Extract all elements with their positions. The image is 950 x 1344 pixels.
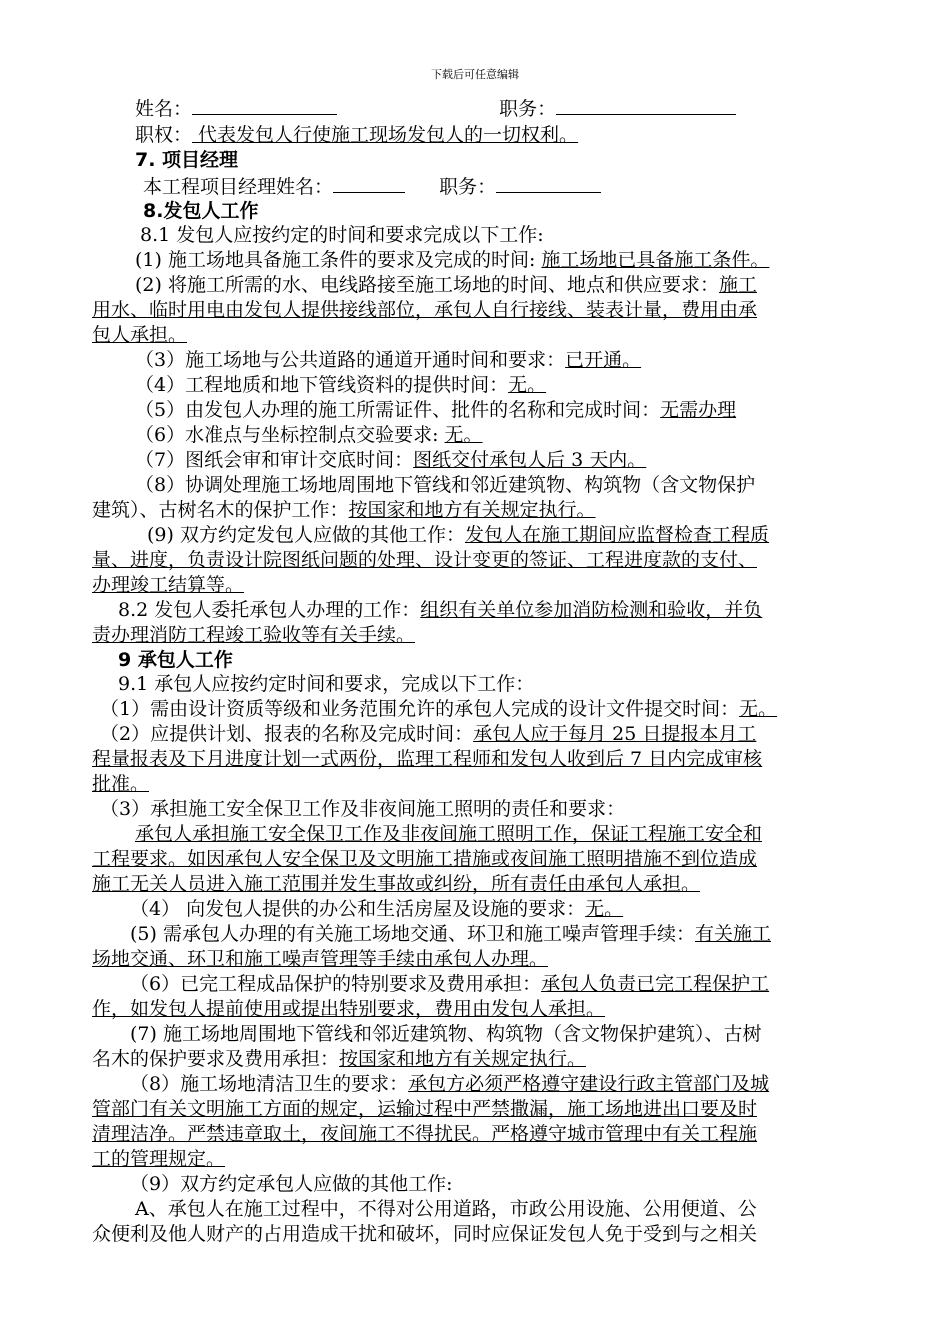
item-9-1-3-body-2: 工程要求。如因承包人安全保卫及文明施工措施或夜间施工照明措施不到位造成 [92, 848, 758, 870]
item-9-1-7: (7) 施工场地周围地下管线和邻近建筑物、构筑物（含文物保护建筑）、古树 [130, 1023, 762, 1045]
item-8-1-5: （5）由发包人办理的施工所需证件、批件的名称和完成时间：无需办理 [135, 399, 737, 421]
item-9-1-3-body-1: 承包人承担施工安全保卫工作及非夜间施工照明工作，保证工程施工安全和 [135, 823, 763, 845]
item-9-1-8-cont-3: 工的管理规定。 [92, 1148, 226, 1170]
item-9-1-3: （3）承担施工安全保卫工作及非夜间施工照明的责任和要求： [100, 798, 626, 820]
item-8-1-8-cont: 建筑）、古树名木的保护工作：按国家和地方有关规定执行。 [92, 499, 596, 521]
section-8-heading: 8.发包人工作 [143, 200, 259, 222]
item-9-1-8-cont-1: 管部门有关文明施工方面的规定，运输过程中严禁撒漏，施工场地进出口要及时 [92, 1098, 758, 1120]
item-8-1-9-cont-2: 办理竣工结算等。 [92, 574, 245, 596]
rep-name-line: 姓名： 职务： [135, 96, 935, 122]
item-9-1-9-a-cont: 众便利及他人财产的占用造成干扰和破坏，同时应保证发包人免于受到与之相关 [92, 1223, 758, 1245]
item-9-1-2-cont-1: 程量报表及下月进度计划一式两份，监理工程师和发包人收到后 7 日内完成审核 [92, 748, 763, 770]
item-9-1-9: （9）双方约定承包人应做的其他工作: [130, 1173, 453, 1195]
pm-name-line: 本工程项目经理姓名： 职务： [143, 174, 943, 200]
item-9-1-4: （4） 向发包人提供的办公和生活房屋及设施的要求：无。 [130, 898, 624, 920]
section-9-heading: 9 承包人工作 [118, 649, 233, 671]
item-9-1-2-cont-2: 批准。 [92, 773, 150, 795]
item-9-1-8: （8）施工场地清洁卫生的要求：承包方必须严格遵守建设行政主管部门及城 [130, 1073, 770, 1095]
pm-name-blank [333, 174, 405, 193]
item-8-1-3: （3）施工场地与公共道路的通道开通时间和要求：已开通。 [135, 349, 642, 371]
item-8-1-2: (2) 将施工所需的水、电线路接至施工场地的时间、地点和供应要求：施工 [135, 274, 757, 296]
item-8-1-2-cont-1: 用水、临时用电由发包人提供接线部位，承包人自行接线、装表计量，费用由承 [92, 299, 758, 321]
para-8-2-cont: 责办理消防工程竣工验收等有关手续。 [92, 624, 416, 646]
item-8-1-8: （8）协调处理施工场地周围地下管线和邻近建筑物、构筑物（含文物保护 [135, 474, 756, 496]
para-8-2: 8.2 发包人委托承包人办理的工作：组织有关单位参加消防检测和验收，并负 [118, 599, 763, 621]
rep-name-blank [192, 96, 337, 115]
rep-title-blank [556, 96, 736, 115]
item-8-1-6: （6）水准点与坐标控制点交验要求: 无。 [135, 424, 483, 446]
item-8-1-1: (1) 施工场地具备施工条件的要求及完成的时间: 施工场地已具备施工条件。 [135, 249, 770, 271]
pm-title-blank [496, 174, 601, 193]
section-7-heading: 7. 项目经理 [135, 149, 239, 171]
para-9-1: 9.1 承包人应按约定时间和要求，完成以下工作： [118, 673, 535, 695]
item-9-1-3-body-3: 施工无关人员进入施工范围并发生事故或纠纷，所有责任由承包人承担。 [92, 873, 701, 895]
item-9-1-6-cont: 作，如发包人提前使用或提出特别要求，费用由发包人承担。 [92, 998, 606, 1020]
item-9-1-5-cont: 场地交通、环卫和施工噪声管理等手续由承包人办理。 [92, 948, 549, 970]
item-8-1-9-cont-1: 量、进度，负责设计院图纸问题的处理、设计变更的签证、工程进度款的支付、 [92, 549, 758, 571]
item-9-1-7-cont: 名木的保护要求及费用承担：按国家和地方有关规定执行。 [92, 1048, 587, 1070]
item-8-1-7: （7）图纸会审和审计交底时间：图纸交付承包人后 3 天内。 [135, 449, 647, 471]
item-9-1-2: （2）应提供计划、报表的名称及完成时间：承包人应于每月 25 日提报本月工 [100, 723, 757, 745]
item-9-1-5: (5) 需承包人办理的有关施工场地交通、环卫和施工噪声管理手续：有关施工 [130, 923, 771, 945]
header-note: 下载后可任意编辑 [431, 68, 519, 81]
para-8-1: 8.1 发包人应按约定的时间和要求完成以下工作: [140, 224, 544, 246]
item-8-1-4: （4）工程地质和地下管线资料的提供时间：无。 [135, 374, 547, 396]
item-9-1-8-cont-2: 清理洁净。严禁违章取土，夜间施工不得扰民。严格遵守城市管理中有关工程施 [92, 1123, 758, 1145]
item-9-1-9-a: A、承包人在施工过程中，不得对公用道路，市政公用设施、公用便道、公 [135, 1198, 757, 1220]
item-8-1-9: (9) 双方约定发包人应做的其他工作：发包人在施工期间应监督检查工程质 [147, 524, 769, 546]
item-9-1-6: （6）已完工程成品保护的特别要求及费用承担：承包人负责已完工程保护工 [130, 973, 770, 995]
item-8-1-2-cont-2: 包人承担。 [92, 324, 188, 346]
rep-authority-line: 职权： 代表发包人行使施工现场发包人的一切权利。 [135, 124, 579, 146]
item-9-1-1: （1）需由设计资质等级和业务范围允许的承包人完成的设计文件提交时间：无。 [100, 698, 778, 720]
